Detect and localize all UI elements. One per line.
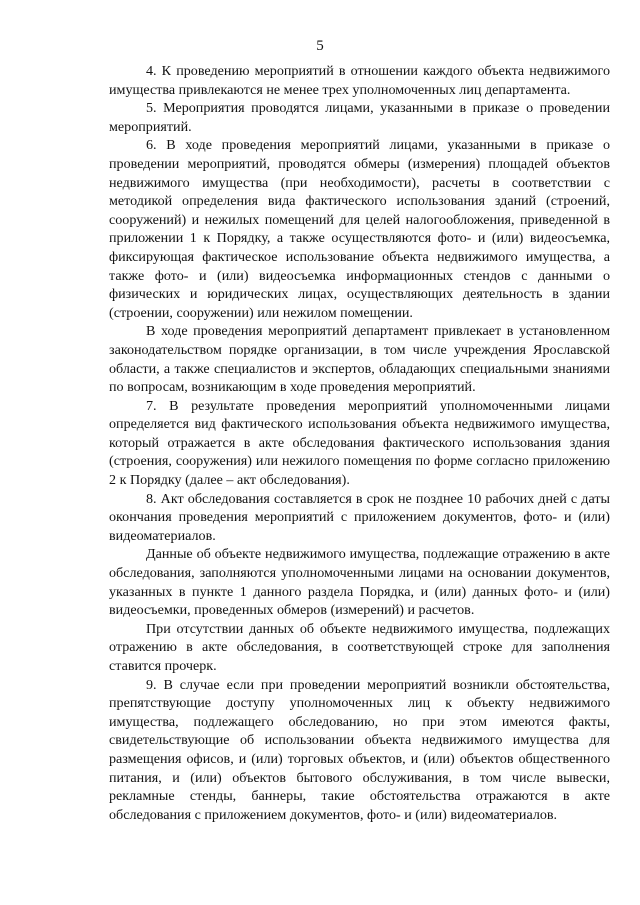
document-body — [109, 62, 610, 824]
page-number: 5 — [316, 38, 324, 54]
paragraph-item-7: 7. В результате проведения мероприятий уполномоченными лицами определяется вид фактического использования объекта недвижимого имущества, который отражается в акте обследования фактического использования здания (строения, сооружения) или нежилого помещения по форме согласно приложению 2 к Порядку (далее – акт обследования). — [109, 397, 610, 489]
paragraph-item-9: 9. В случае если при проведении мероприятий возникли обстоятельства, препятствующие доступу уполномоченных лиц к объекту недвижимого имущества, подлежащего обследованию, но при этом имеются факты, свидетельствующие об использовании объекта недвижимого имущества для размещения офисов, и (или) торговых объектов, и (или) объектов общественного питания, и (или) объектов бытового обслуживания, в том числе вывески, рекламные стенды, баннеры, такие обстоятельства отражаются в акте обследования с приложением документов, фото- и (или) видеоматериалов. — [109, 676, 610, 823]
paragraph-item-6-continued: В ходе проведения мероприятий департамент привлекает в установленном законодательством порядке организации, в том числе учреждения Ярославской области, а также специалистов и экспертов, обладающих специальными знаниями по вопросам, возникающим в ходе проведения мероприятий. — [109, 323, 610, 396]
paragraph-item-8-absence: При отсутствии данных об объекте недвижимого имущества, подлежащих отражению в акте обследования, в соответствующей строке для заполнения ставится прочерк. — [109, 620, 610, 674]
paragraph-item-8: 8. Акт обследования составляется в срок не позднее 10 рабочих дней с даты окончания проведения мероприятий с приложением документов, фото- и (или) видеоматериалов. — [109, 490, 610, 544]
paragraph-item-8-data: Данные об объекте недвижимого имущества, подлежащие отражению в акте обследования, заполняются уполномоченными лицами на основании документов, указанных в пункте 1 данного раздела Порядка, и (или) данных фото- и (или) видеосъемки, проведенных обмеров (измерений) и расчетов. — [109, 546, 610, 619]
paragraph-item-6: 6. В ходе проведения мероприятий лицами, указанными в приказе о проведении мероприятий, проводятся обмеры (измерения) площадей объектов недвижимого имущества (при необходимости), расчеты в соответствии с методикой определения вида фактического использования зданий (строений, сооружений) и нежилых помещений для целей налогообложения, приведенной в приложении 1 к Порядку, а также осуществляются фото- и (или) видеосъемка, фиксирующая фактическое использование объекта недвижимого имущества, а также фото- и (или) видеосъемка информационных стендов с данными о физических и юридических лицах, осуществляющих деятельность в здании (строении, сооружении) или нежилом помещении. — [109, 137, 610, 321]
paragraph-item-4: 4. К проведению мероприятий в отношении каждого объекта недвижимого имущества привлекаются не менее трех уполномоченных лиц департамента. — [109, 63, 610, 98]
paragraph-item-5: 5. Мероприятия проводятся лицами, указанными в приказе о проведении мероприятий. — [109, 100, 610, 135]
